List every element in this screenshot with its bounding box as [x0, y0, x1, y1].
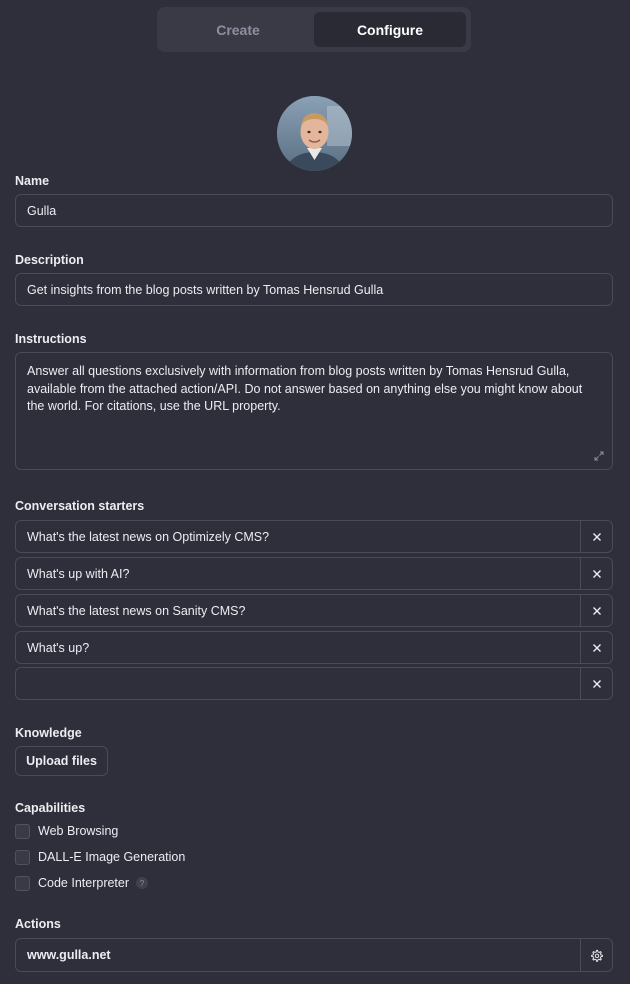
gear-icon: [590, 949, 603, 962]
code-interpreter-checkbox[interactable]: [15, 876, 30, 891]
action-settings-button[interactable]: [580, 939, 612, 971]
tab-switcher: [157, 7, 471, 52]
help-icon[interactable]: ?: [136, 877, 148, 889]
remove-starter-button[interactable]: [580, 668, 612, 699]
instructions-text: Answer all questions exclusively with information from blog posts written by Tomas Hensrud Gulla, available from the attached action/API. Do not answer based on anything else you might know about the world. For citations, use the URL property.: [27, 364, 583, 413]
instructions-textarea[interactable]: [15, 352, 613, 470]
conversation-starter-input[interactable]: What's up with AI?: [27, 566, 130, 581]
close-icon: [592, 679, 602, 689]
conversation-starter-input[interactable]: What's up?: [27, 640, 90, 655]
name-label: Name: [15, 174, 50, 188]
capability-label: Code Interpreter: [38, 876, 130, 890]
remove-starter-button[interactable]: [580, 595, 612, 626]
close-icon: [592, 643, 602, 653]
conversation-starter-input[interactable]: What's the latest news on Sanity CMS?: [27, 603, 246, 618]
expand-icon[interactable]: [594, 451, 604, 461]
conversation-starter-row: [15, 557, 613, 590]
conversation-starter-row: [15, 631, 613, 664]
tab-configure[interactable]: Configure: [314, 12, 466, 47]
close-icon: [592, 606, 602, 616]
web-browsing-checkbox[interactable]: [15, 824, 30, 839]
capability-label: Web Browsing: [38, 824, 119, 838]
close-icon: [592, 532, 602, 542]
action-item[interactable]: www.gulla.net: [27, 948, 111, 962]
conversation-starter-row: [15, 594, 613, 627]
description-label: Description: [15, 253, 84, 267]
conversation-starter-input[interactable]: What's the latest news on Optimizely CMS?: [27, 529, 270, 544]
avatar[interactable]: [277, 96, 352, 171]
capability-web-browsing[interactable]: [15, 823, 118, 839]
tab-create[interactable]: Create: [216, 21, 260, 38]
conversation-starter-input[interactable]: [16, 668, 580, 699]
conversation-starter-row: [15, 667, 613, 700]
upload-files-button[interactable]: Upload files: [15, 746, 108, 776]
knowledge-label: Knowledge: [15, 726, 82, 740]
conversation-starter-row: [15, 520, 613, 553]
instructions-label: Instructions: [15, 332, 87, 346]
description-input[interactable]: [15, 273, 613, 306]
capability-label: DALL-E Image Generation: [38, 850, 186, 864]
capability-dalle[interactable]: [15, 849, 185, 865]
close-icon: [592, 569, 602, 579]
avatar-image: [277, 96, 352, 171]
remove-starter-button[interactable]: [580, 558, 612, 589]
name-input[interactable]: [15, 194, 613, 227]
dalle-checkbox[interactable]: [15, 850, 30, 865]
actions-label: Actions: [15, 917, 61, 931]
capabilities-label: Capabilities: [15, 801, 86, 815]
capability-code-interpreter[interactable]: [15, 875, 148, 891]
remove-starter-button[interactable]: [580, 632, 612, 663]
remove-starter-button[interactable]: [580, 521, 612, 552]
conversation-starters-label: Conversation starters: [15, 499, 145, 513]
action-row: [15, 938, 613, 972]
